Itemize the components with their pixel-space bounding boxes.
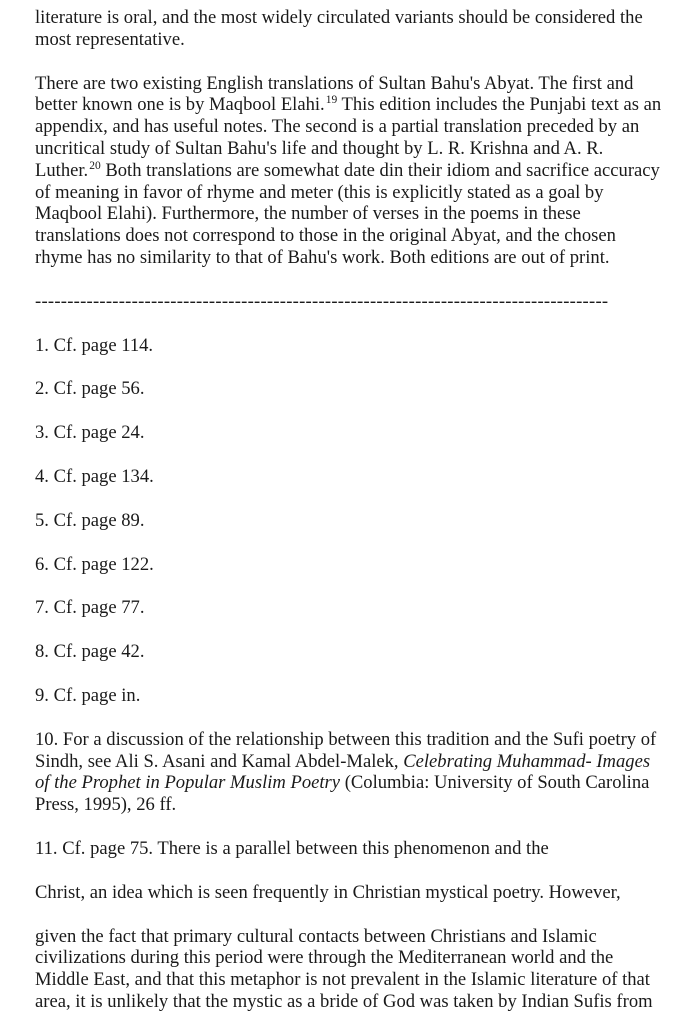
footnote-10-book-title: Celebrating Muhammad- Images of the Prophet in Popular Muslim Poetry bbox=[35, 750, 651, 794]
footnote-6: 6. Cf. page 122. bbox=[35, 553, 154, 575]
footnote-11-line-3: given the fact that primary cultural contacts between Christians and Islamic civilizations during this period were through the Mediterranean world and the Middle East, and that this metaphor is not prevalent in the Islamic literature of that area, it is unlikely that the mystic as a bride of God was taken by Indian Sufis from bbox=[35, 925, 653, 1012]
footnote-ref-20[interactable]: 20 bbox=[89, 159, 101, 172]
intro-paragraph-tail: literature is oral, and the most widely circulated variants should be considered the most representative. bbox=[35, 7, 643, 50]
footnote-11-line-1: 11. Cf. page 75. There is a parallel between this phenomenon and the bbox=[35, 837, 549, 859]
footnote-7: 7. Cf. page 77. bbox=[35, 597, 145, 619]
translations-text-part2: This edition includes the Punjabi text as an appendix, and has useful notes. The second is a partial translation preceded by an uncritical study of Sultan Bahu's life and thought by L. R. Krishna and A. R. Luther. bbox=[35, 94, 662, 181]
translations-paragraph bbox=[35, 73, 665, 269]
footnote-10-text: 10. For a discussion of the relationship between this tradition and the Sufi poetry of Sindh, see Ali S. Asani and Kamal Abdel-Malek, bbox=[35, 728, 657, 772]
footnote-1: 1. Cf. page 114. bbox=[35, 334, 154, 356]
translations-text-part3: Both translations are somewhat date din their idiom and sacrifice accuracy of meaning in favor of rhyme and meter (this is explicitly stated as a goal by Maqbool Elahi). Furthermore, the number of verses in the poems in these translations does not correspond to those in the original Abyat, and the chosen rhyme has no similarity to that of Bahu's work. Both editions are out of print. bbox=[35, 159, 660, 268]
footnote-11-line-2: Christ, an idea which is seen frequently in Christian mystical poetry. However, bbox=[35, 881, 621, 903]
footnote-5: 5. Cf. page 89. bbox=[35, 509, 145, 531]
translations-text-part1: There are two existing English translations of Sultan Bahu's Abyat. The first and better known one is by Maqbool Elahi. bbox=[35, 72, 634, 116]
footnote-divider: ----------------------------------------------------------------------------------------- bbox=[35, 290, 609, 312]
footnote-9: 9. Cf. page in. bbox=[35, 684, 141, 706]
footnote-3: 3. Cf. page 24. bbox=[35, 422, 145, 444]
document-page bbox=[35, 7, 665, 1035]
footnote-ref-19[interactable]: 19 bbox=[325, 94, 338, 107]
footnote-8: 8. Cf. page 42. bbox=[35, 641, 145, 663]
footnote-2: 2. Cf. page 56. bbox=[35, 378, 145, 400]
footnote-10 bbox=[35, 729, 665, 816]
footnote-4: 4. Cf. page 134. bbox=[35, 465, 154, 487]
footnote-10-citation: (Columbia: University of South Carolina Press, 1995), 26 ff. bbox=[35, 772, 650, 816]
